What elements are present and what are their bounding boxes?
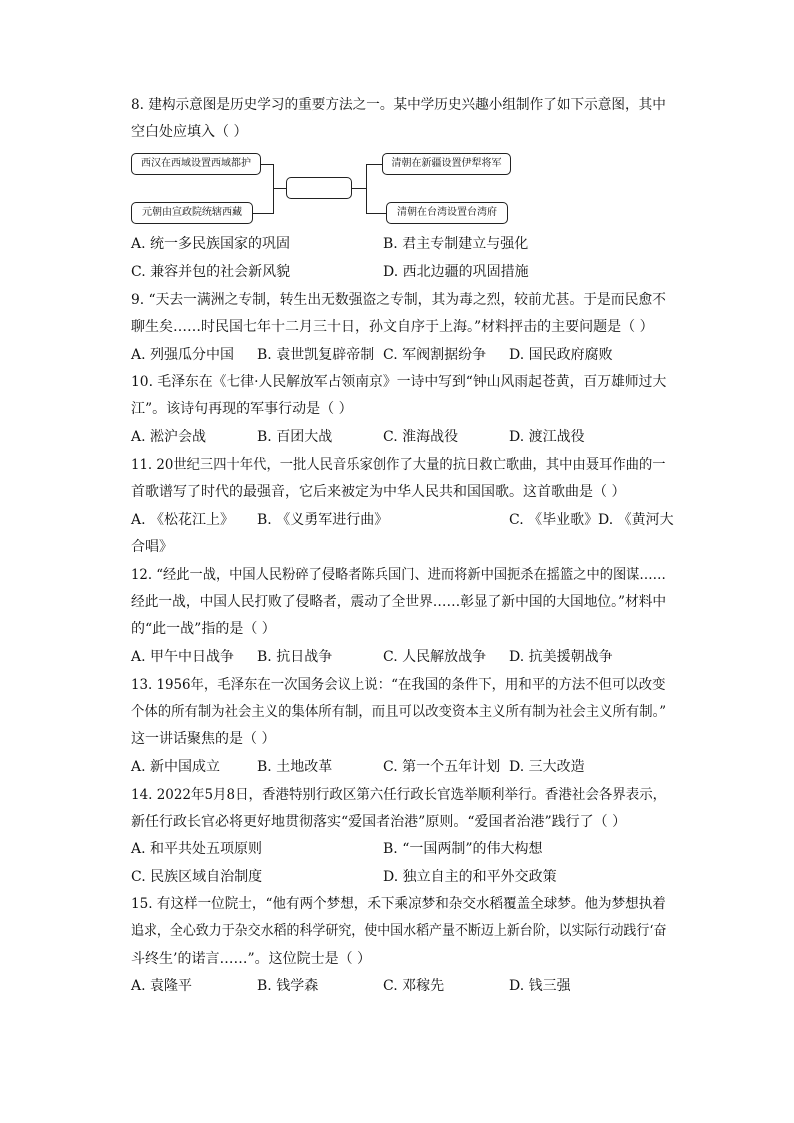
q9-option-d: D. 国民政府腐败 <box>509 347 613 363</box>
q10-stem-line-1: 10. 毛泽东在《七律·人民解放军占领南京》一诗中写到“钟山风雨起苍黄，百万雄师过大 <box>131 374 667 390</box>
q14-stem-line-2: 新任行政长官必将更好地贯彻落实“爱国者治港”原则。“爱国者治港”践行了（ ） <box>131 814 627 830</box>
connector-line <box>366 164 382 165</box>
connector-line <box>366 213 386 214</box>
q11-option-a: A. 《松花江上》 <box>131 512 235 528</box>
q10-option-d: D. 渡江战役 <box>509 429 585 445</box>
q14-option-b: B. “一国两制”的伟大构想 <box>383 841 543 857</box>
q8-diagram <box>129 150 511 225</box>
q15-option-b: B. 钱学森 <box>257 978 319 994</box>
connector-line <box>261 164 273 165</box>
q13-option-b: B. 土地改革 <box>257 759 333 775</box>
q8-stem-line-1: 8. 建构示意图是历史学习的重要方法之一。某中学历史兴趣小组制作了如下示意图，其中 <box>131 97 666 113</box>
q10-option-c: C. 淮海战役 <box>383 429 459 445</box>
q14-option-a: A. 和平共处五项原则 <box>131 841 263 857</box>
q12-option-d: D. 抗美援朝战争 <box>509 649 613 665</box>
connector-line <box>253 213 273 214</box>
q10-stem-line-2: 江”。该诗句再现的军事行动是（ ） <box>131 401 353 417</box>
q9-stem-line-1: 9. “天去一满洲之专制，转生出无数强盗之专制，其为毒之烈，较前尤甚。于是而民愈不 <box>131 292 666 308</box>
diagram-box-right-bottom: 清朝在台湾设置台湾府 <box>386 202 508 224</box>
q8-option-d: D. 西北边疆的巩固措施 <box>383 264 529 280</box>
connector-line <box>352 188 366 189</box>
q11-stem-line-2: 首歌谱写了时代的最强音，它后来被定为中华人民共和国国歌。这首歌曲是（ ） <box>131 484 626 500</box>
q12-stem-line-1: 12. “经此一战，中国人民粉碎了侵略者陈兵国门、进而将新中国扼杀在摇篮之中的图谋…… <box>131 567 666 583</box>
diagram-box-right-top: 清朝在新疆设置伊犁将军 <box>382 153 511 175</box>
q10-option-b: B. 百团大战 <box>257 429 333 445</box>
q9-option-b: B. 袁世凯复辟帝制 <box>257 347 375 363</box>
q13-stem-line-3: 这一讲话聚焦的是（ ） <box>131 731 276 747</box>
q15-stem-line-3: 斗终生’的诺言……”。这位院士是（ ） <box>131 951 372 967</box>
q12-stem-line-2: 经此一战，中国人民打败了侵略者，震动了全世界……彰显了新中国的大国地位。”材料中 <box>131 594 667 610</box>
q8-option-a: A. 统一多民族国家的巩固 <box>131 236 291 252</box>
q11-option-d: D. 《黄河大 <box>598 512 674 528</box>
q11-option-b: B. 《义勇军进行曲》 <box>257 512 389 528</box>
q13-stem-line-2: 个体的所有制为社会主义的集体所有制，而且可以改变资本主义所有制为社会主义所有制。” <box>131 704 667 720</box>
q8-option-b: B. 君主专制建立与强化 <box>383 236 529 252</box>
q9-option-a: A. 列强瓜分中国 <box>131 347 235 363</box>
q11-stem-line-1: 11. 20世纪三四十年代，一批人民音乐家创作了大量的抗日救亡歌曲，其中由聂耳作曲的一 <box>131 457 666 473</box>
q15-stem-line-1: 15. 有这样一位院士，“他有两个梦想，禾下乘凉梦和杂交水稻覆盖全球梦。他为梦想执着 <box>131 896 666 912</box>
q9-stem-line-2: 聊生矣……时民国七年十二月三十日，孙文自序于上海。”材料抨击的主要问题是（ ） <box>131 319 654 335</box>
q12-option-b: B. 抗日战争 <box>257 649 333 665</box>
diagram-box-center-blank <box>286 177 352 199</box>
q13-stem-line-1: 13. 1956年，毛泽东在一次国务会议上说：“在我国的条件下，用和平的方法不但可以改变 <box>131 677 666 693</box>
q15-option-c: C. 邓稼先 <box>383 978 445 994</box>
q13-option-d: D. 三大改造 <box>509 759 585 775</box>
connector-line <box>273 188 286 189</box>
q15-stem-line-2: 追求，全心致力于杂交水稻的科学研究，使中国水稻产量不断迈上新台阶，以实际行动践行‘奋 <box>131 923 667 939</box>
q13-option-c: C. 第一个五年计划 <box>383 759 501 775</box>
q11-option-c: C. 《毕业歌》 <box>509 512 599 528</box>
q8-option-c: C. 兼容并包的社会新风貌 <box>131 264 291 280</box>
q15-option-d: D. 钱三强 <box>509 978 571 994</box>
connector-line <box>273 164 274 214</box>
q12-option-c: C. 人民解放战争 <box>383 649 487 665</box>
q14-option-d: D. 独立自主的和平外交政策 <box>383 869 557 885</box>
q8-stem-line-2: 空白处应填入（ ） <box>131 124 248 140</box>
q13-option-a: A. 新中国成立 <box>131 759 221 775</box>
q12-option-a: A. 甲午中日战争 <box>131 649 235 665</box>
connector-line <box>366 164 367 214</box>
q10-option-a: A. 淞沪会战 <box>131 429 207 445</box>
diagram-box-left-top: 西汉在西域设置西域都护 <box>131 153 261 175</box>
q12-stem-line-3: 的“此一战”指的是（ ） <box>131 621 276 637</box>
q14-stem-line-1: 14. 2022年5月8日，香港特别行政区第六任行政长官选举顺利举行。香港社会各界表示， <box>131 787 667 803</box>
q9-option-c: C. 军阀割据纷争 <box>383 347 487 363</box>
diagram-box-left-bottom: 元朝由宣政院统辖西藏 <box>131 202 253 224</box>
q15-option-a: A. 袁隆平 <box>131 978 193 994</box>
q14-option-c: C. 民族区域自治制度 <box>131 869 263 885</box>
q11-option-d-wrap: 合唱》 <box>131 539 173 555</box>
